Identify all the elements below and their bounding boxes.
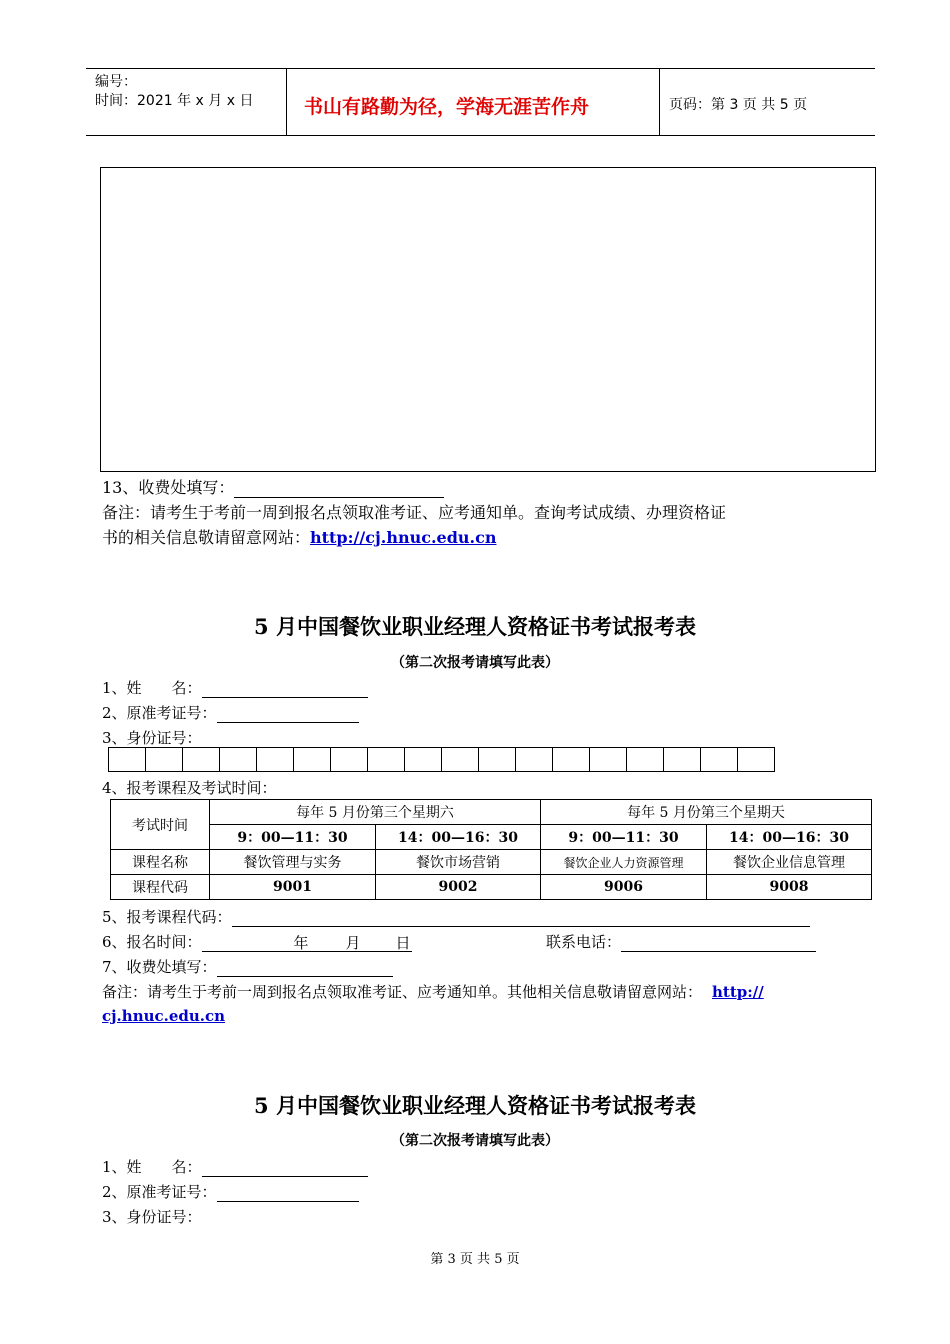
form2-id-label: 3、身份证号： bbox=[102, 1208, 202, 1226]
form1-name-label: 1、姓 名： bbox=[102, 679, 202, 697]
form1-fee-field[interactable] bbox=[217, 958, 393, 977]
form1-name-row bbox=[102, 678, 368, 698]
id-digit-box[interactable] bbox=[294, 748, 331, 772]
schedule-time-header: 考试时间 bbox=[111, 800, 210, 850]
schedule-slot: 14：00—16：30 bbox=[707, 825, 872, 850]
date-day: 日 bbox=[395, 934, 411, 952]
form1-date-field[interactable] bbox=[202, 933, 412, 952]
id-digit-box[interactable] bbox=[701, 748, 738, 772]
form1-code-label: 5、报考课程代码： bbox=[102, 908, 232, 926]
form1-exam-no-label: 2、原准考证号： bbox=[102, 704, 217, 722]
schedule-sunday: 每年 5 月份第三个星期天 bbox=[541, 800, 872, 825]
form1-exam-no-field[interactable] bbox=[217, 704, 359, 723]
header-number-label: 编号： bbox=[95, 74, 137, 90]
id-digit-box[interactable] bbox=[109, 748, 146, 772]
form1-link-part1[interactable]: http:// bbox=[712, 983, 764, 1001]
form2-name-row bbox=[102, 1157, 368, 1177]
id-digit-box[interactable] bbox=[738, 748, 775, 772]
form2-title: 5 月中国餐饮业职业经理人资格证书考试报考表 bbox=[254, 1093, 696, 1118]
course-code: 9002 bbox=[376, 875, 541, 900]
id-digit-box[interactable] bbox=[590, 748, 627, 772]
id-digit-box[interactable] bbox=[257, 748, 294, 772]
course-name: 餐饮企业信息管理 bbox=[707, 850, 872, 875]
form1-fee-label: 7、收费处填写： bbox=[102, 958, 217, 976]
form1-code-field[interactable] bbox=[232, 908, 810, 927]
form2-exam-no-field[interactable] bbox=[217, 1183, 359, 1202]
id-digit-box[interactable] bbox=[405, 748, 442, 772]
header-divider-left bbox=[286, 68, 287, 136]
form1-note-row bbox=[102, 982, 764, 1002]
course-name: 餐饮管理与实务 bbox=[210, 850, 376, 875]
course-code: 9006 bbox=[541, 875, 707, 900]
course-code: 9001 bbox=[210, 875, 376, 900]
form1-code-row bbox=[102, 907, 810, 927]
id-digit-box[interactable] bbox=[664, 748, 701, 772]
form1-date-label: 6、报名时间： bbox=[102, 933, 202, 951]
note-line-2 bbox=[102, 528, 496, 548]
form2-exam-no-row bbox=[102, 1182, 359, 1202]
id-digit-box[interactable] bbox=[183, 748, 220, 772]
form2-name-field[interactable] bbox=[202, 1158, 368, 1177]
form1-id-label: 3、身份证号： bbox=[102, 729, 202, 747]
form1-course-label: 4、报考课程及考试时间： bbox=[102, 779, 277, 797]
course-name: 餐饮市场营销 bbox=[376, 850, 541, 875]
website-link[interactable]: http://cj.hnuc.edu.cn bbox=[310, 528, 497, 547]
date-month: 月 bbox=[345, 934, 361, 952]
header-page-code: 页码：第 3 页 共 5 页 bbox=[669, 97, 808, 113]
form1-subtitle: （第二次报考请填写此表） bbox=[391, 655, 559, 671]
blank-photo-box bbox=[100, 167, 876, 472]
id-digit-box[interactable] bbox=[553, 748, 590, 772]
form1-note-text: 备注：请考生于考前一周到报名点领取准考证、应考通知单。其他相关信息敬请留意网站： bbox=[102, 983, 703, 1001]
form1-phone-row bbox=[546, 932, 816, 952]
header-top-rule bbox=[86, 68, 875, 69]
form2-subtitle: （第二次报考请填写此表） bbox=[391, 1133, 559, 1149]
header-bottom-rule bbox=[86, 135, 875, 136]
schedule-saturday: 每年 5 月份第三个星期六 bbox=[210, 800, 541, 825]
course-code-header: 课程代码 bbox=[111, 875, 210, 900]
header-motto: 书山有路勤为径，学海无涯苦作舟 bbox=[304, 96, 590, 118]
header-time-label: 时间：2021 年 x 月 x 日 bbox=[95, 93, 254, 109]
form1-exam-no-row bbox=[102, 703, 359, 723]
form1-date-row bbox=[102, 932, 412, 952]
schedule-slot: 9：00—11：30 bbox=[541, 825, 707, 850]
id-digit-box[interactable] bbox=[516, 748, 553, 772]
id-digit-box[interactable] bbox=[442, 748, 479, 772]
date-year: 年 bbox=[293, 934, 309, 952]
id-digit-box[interactable] bbox=[479, 748, 516, 772]
fee-line-label: 13、收费处填写： bbox=[102, 478, 235, 497]
id-digit-box[interactable] bbox=[220, 748, 257, 772]
note-line-1: 备注：请考生于考前一周到报名点领取准考证、应考通知单。查询考试成绩、办理资格证 bbox=[102, 503, 727, 522]
form2-exam-no-label: 2、原准考证号： bbox=[102, 1183, 217, 1201]
schedule-slot: 9：00—11：30 bbox=[210, 825, 376, 850]
course-name-header: 课程名称 bbox=[111, 850, 210, 875]
id-digit-box[interactable] bbox=[331, 748, 368, 772]
form2-name-label: 1、姓 名： bbox=[102, 1158, 202, 1176]
fee-line-blank[interactable] bbox=[234, 479, 444, 498]
form1-phone-label: 联系电话： bbox=[546, 933, 622, 951]
header-divider-right bbox=[659, 68, 660, 136]
fee-line bbox=[102, 478, 444, 498]
form1-name-field[interactable] bbox=[202, 679, 368, 698]
schedule-slot: 14：00—16：30 bbox=[376, 825, 541, 850]
page-footer: 第 3 页 共 5 页 bbox=[430, 1252, 520, 1267]
form1-phone-field[interactable] bbox=[621, 933, 816, 952]
form1-id-boxes[interactable] bbox=[108, 747, 775, 772]
course-name: 餐饮企业人力资源管理 bbox=[541, 850, 707, 875]
form1-fee-row bbox=[102, 957, 393, 977]
course-schedule-table bbox=[110, 799, 872, 900]
id-digit-box[interactable] bbox=[146, 748, 183, 772]
course-code: 9008 bbox=[707, 875, 872, 900]
id-digit-box[interactable] bbox=[627, 748, 664, 772]
form1-link-part2[interactable]: cj.hnuc.edu.cn bbox=[102, 1007, 226, 1025]
note-line-2-text: 书的相关信息敬请留意网站： bbox=[102, 528, 311, 547]
form1-note-row-2 bbox=[102, 1006, 225, 1026]
id-digit-box[interactable] bbox=[368, 748, 405, 772]
form1-title: 5 月中国餐饮业职业经理人资格证书考试报考表 bbox=[254, 614, 696, 639]
